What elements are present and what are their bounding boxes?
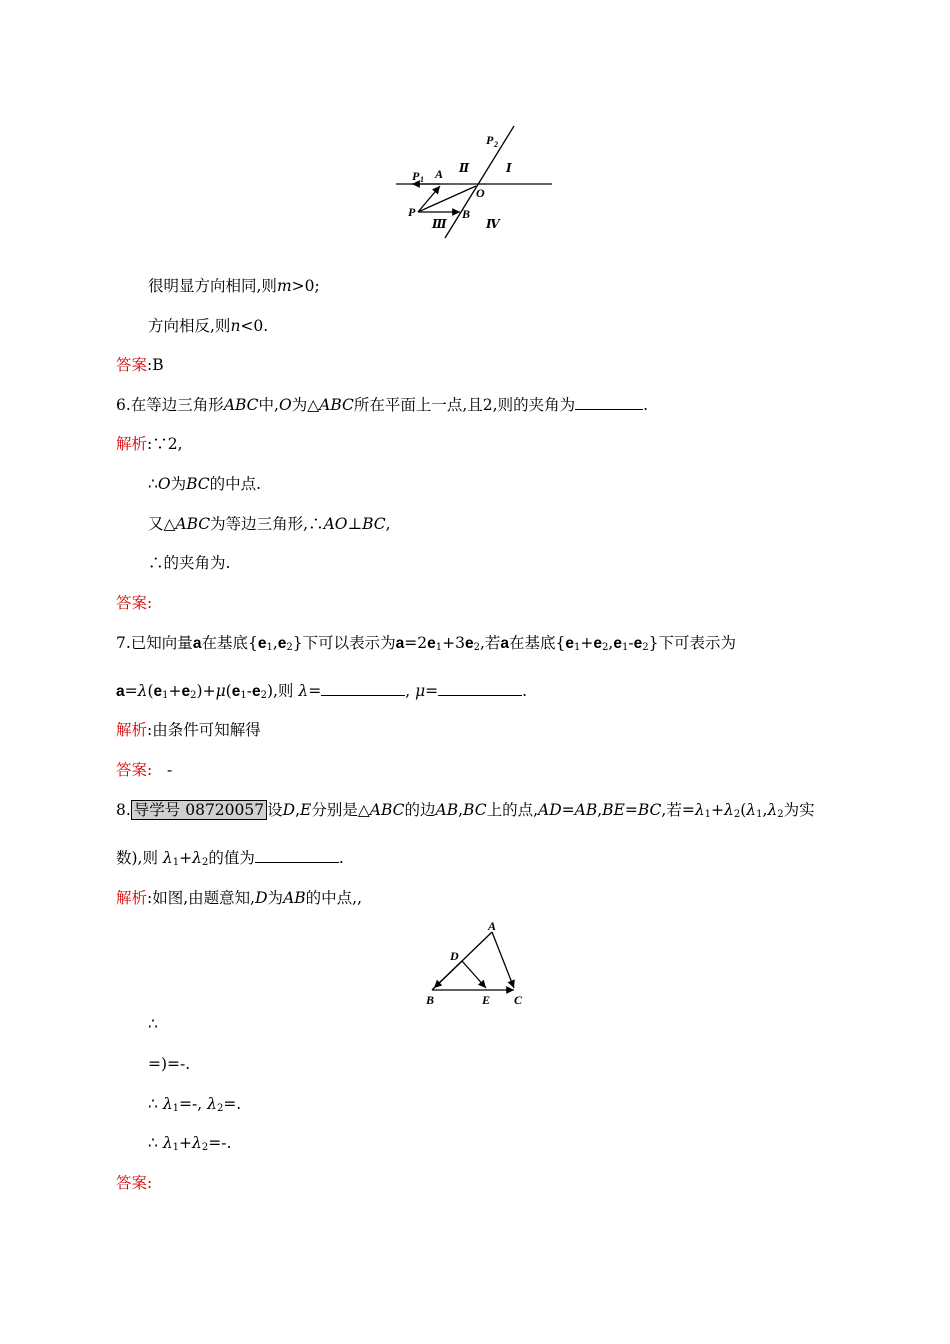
q5-text2: 方向相反,则 (148, 317, 231, 335)
label-a: A (435, 167, 444, 181)
var: BC (362, 515, 386, 533)
sub: 1 (172, 1142, 180, 1153)
var: λ (137, 682, 148, 700)
answer-label: 答案 (116, 1174, 148, 1192)
text: 为 (267, 889, 284, 907)
var: BC (463, 801, 487, 819)
text: ,若 (479, 634, 501, 652)
sub: 2 (473, 642, 480, 653)
text: ∴的夹角为. (148, 554, 231, 572)
analysis-label: 解析 (116, 435, 148, 453)
question-number: 8. (116, 801, 131, 819)
vector-pa (418, 186, 440, 212)
text: 又△ (148, 515, 176, 533)
text: + (711, 801, 725, 819)
text: . (643, 396, 649, 414)
text: }下可表示为 (648, 634, 736, 652)
var: ABC (223, 396, 259, 414)
label-roman1: Ⅰ (506, 161, 512, 175)
text: = (308, 682, 322, 700)
sub: 1 (240, 690, 247, 701)
sub: 2 (733, 809, 741, 820)
text: =. (223, 1095, 242, 1113)
vec: a (116, 683, 125, 700)
q8-analysis (116, 888, 362, 908)
vec: e (181, 683, 191, 700)
question-number: 7. (116, 634, 131, 652)
colon: : (147, 1174, 153, 1192)
answer-label: 答案 (116, 761, 148, 779)
vector-ac (492, 932, 514, 988)
q5-text: 很明显方向相同,则 (148, 277, 277, 295)
label-roman4: Ⅳ (486, 217, 500, 231)
text: 的中点,, (305, 889, 363, 907)
text: - (246, 682, 252, 700)
answer-value: B (152, 356, 164, 374)
slanted-axis (445, 126, 514, 238)
text: 分别是△ (311, 801, 370, 819)
analysis-label: 解析 (116, 889, 148, 907)
var: D (282, 801, 296, 819)
q8-question-line1 (116, 800, 815, 825)
q8-step2 (148, 1054, 190, 1074)
q8-answer (116, 1173, 152, 1193)
vec: e (565, 635, 575, 652)
label-b: B (426, 993, 435, 1007)
var: AB (435, 801, 459, 819)
q8-step1 (148, 1014, 158, 1034)
text: )+ (196, 682, 216, 700)
q7-analysis (116, 720, 261, 740)
sub: 1 (162, 690, 169, 701)
text: 为等边三角形,∴ (210, 515, 324, 533)
var: ABC (175, 515, 211, 533)
text: 如图,由题意知, (152, 889, 256, 907)
perp-symbol: ⊥ (347, 515, 363, 533)
var: AO (323, 515, 348, 533)
text: ∴ (148, 1095, 158, 1113)
mu-blank[interactable] (438, 681, 522, 696)
var: BC (186, 475, 210, 493)
var: μ (415, 682, 426, 700)
text: + (179, 1134, 193, 1152)
q7-question-line1 (116, 633, 736, 658)
sub: 2 (602, 642, 609, 653)
label-o: O (476, 186, 485, 200)
q6-answer (116, 593, 152, 613)
label-roman3: Ⅲ (432, 217, 447, 231)
vec: e (464, 635, 474, 652)
text: ,若= (661, 801, 695, 819)
q5-var-m: m (276, 277, 292, 295)
text: 在基底{ (509, 634, 566, 652)
text: 为实 (783, 801, 815, 819)
text: 的中点. (209, 475, 262, 493)
text: =)=-. (148, 1055, 191, 1073)
colon: : (147, 435, 153, 453)
var: λ (694, 801, 705, 819)
analysis-text: 由条件可知解得 (152, 721, 261, 739)
label-p: P (408, 205, 416, 219)
text: , (272, 634, 278, 652)
q8-question-line2 (116, 848, 344, 873)
var: λ (192, 849, 202, 867)
text: . (338, 849, 344, 867)
var: O (278, 396, 292, 414)
text: 的边 (404, 801, 436, 819)
var: E (300, 801, 312, 819)
q6-step3 (148, 514, 391, 534)
q8-step3 (148, 1094, 241, 1119)
sub: 1 (704, 809, 712, 820)
var: λ (192, 1134, 202, 1152)
text: 在基底{ (201, 634, 258, 652)
text: , (385, 515, 391, 533)
sub: 2 (642, 642, 649, 653)
text: ( (740, 801, 747, 819)
q6-step2 (148, 474, 261, 494)
sub: 1 (172, 857, 180, 868)
text: =2 (404, 634, 428, 652)
var: ABC (369, 801, 405, 819)
vec: e (613, 635, 622, 652)
text: ∴ (148, 1015, 158, 1033)
label-p2: P (486, 133, 494, 147)
vec: a (395, 635, 405, 652)
sub: 2 (201, 857, 209, 868)
answer-label: 答案 (116, 356, 148, 374)
var: AB (283, 889, 306, 907)
var: λ (207, 1095, 217, 1113)
q5-text-end: >0; (291, 277, 320, 295)
text: = (124, 682, 138, 700)
colon: : (147, 761, 153, 779)
text: 为 (170, 475, 187, 493)
answer-label: 答案 (116, 594, 148, 612)
text: =-. (208, 1134, 232, 1152)
text: +3 (442, 634, 465, 652)
text: 的值为 (208, 849, 255, 867)
sub: 1 (266, 642, 273, 653)
var: λ (746, 801, 757, 819)
q5-text2-end: <0. (240, 317, 269, 335)
vec: e (277, 635, 287, 652)
text: =-, (179, 1095, 203, 1113)
figure-triangle-diagram-2 (418, 918, 530, 1010)
var: BE=BC (602, 801, 662, 819)
text: , (295, 801, 301, 819)
var: λ (724, 801, 734, 819)
text: ∴ (148, 1134, 158, 1152)
q6-step4 (148, 553, 230, 573)
colon: : (147, 356, 153, 374)
text: . (522, 682, 528, 700)
vec: e (427, 635, 436, 652)
sub: 2 (260, 690, 267, 701)
answer-value: - (167, 761, 173, 779)
var: μ (215, 682, 226, 700)
q5-var-n: n (230, 317, 241, 335)
colon: : (147, 889, 153, 907)
text: ∴ (148, 475, 158, 493)
label-c: C (514, 993, 523, 1007)
q8-step4 (148, 1133, 231, 1158)
text: , (405, 682, 411, 700)
text: 所在平面上一点,且2,则的夹角为 (353, 396, 576, 414)
vec: e (593, 635, 603, 652)
text: + (168, 682, 182, 700)
q7-question-line2 (116, 681, 527, 706)
sub: 1 (435, 642, 443, 653)
text: 设 (267, 801, 283, 819)
vec: a (500, 635, 510, 652)
sub: 2 (216, 1103, 224, 1114)
text: 中, (258, 396, 279, 414)
label-p2-sub: 2 (494, 140, 498, 149)
var: λ (298, 682, 309, 700)
answer-blank[interactable] (255, 848, 339, 863)
q5-line2 (148, 316, 268, 336)
label-b: B (462, 207, 471, 221)
colon: : (147, 594, 153, 612)
text: , (458, 801, 464, 819)
label-roman2: Ⅱ (459, 161, 470, 175)
q7-answer (116, 760, 172, 780)
text: 数),则 (116, 849, 158, 867)
text: , (608, 634, 614, 652)
var: λ (162, 1095, 173, 1113)
vec: e (251, 683, 261, 700)
vec: e (153, 683, 163, 700)
text: ( (225, 682, 232, 700)
sub: 1 (756, 809, 763, 820)
text: = (425, 682, 439, 700)
label-e: E (482, 993, 491, 1007)
vec: a (192, 635, 202, 652)
text: 上的点, (486, 801, 539, 819)
q5-answer (116, 355, 164, 375)
vector-de (462, 961, 486, 988)
text: , (762, 801, 768, 819)
text: + (179, 849, 193, 867)
q5-line1 (148, 276, 320, 296)
text: 已知向量 (130, 634, 193, 652)
vec: e (231, 683, 241, 700)
var: D (255, 889, 268, 907)
text: 在等边三角形 (130, 396, 224, 414)
label-p1-sub: 1 (420, 175, 424, 184)
sub: 1 (574, 642, 581, 653)
text: }下可以表示为 (292, 634, 396, 652)
vector-db (434, 961, 462, 988)
q6-question (116, 395, 648, 415)
q6-analysis (116, 434, 183, 454)
text: 为△ (291, 396, 320, 414)
reference-number-box: 导学号 08720057 (131, 800, 267, 820)
sub: 2 (190, 690, 197, 701)
sub: 2 (201, 1142, 209, 1153)
vec: e (257, 635, 267, 652)
var: ABC (319, 396, 354, 414)
sub: 2 (286, 642, 293, 653)
answer-blank[interactable] (575, 395, 643, 410)
text: - (628, 634, 634, 652)
lambda-blank[interactable] (321, 681, 405, 696)
var: λ (162, 1134, 173, 1152)
figure-vector-diagram-1 (390, 120, 560, 240)
sub: 1 (172, 1103, 180, 1114)
analysis-text: ∵2, (152, 435, 183, 453)
colon: : (147, 721, 153, 739)
sub: 1 (621, 642, 629, 653)
var: λ (767, 801, 778, 819)
var: AD=AB (538, 801, 598, 819)
text: , (597, 801, 603, 819)
var: λ (162, 849, 173, 867)
label-d: D (450, 949, 459, 963)
sub: 2 (777, 809, 784, 820)
text: + (580, 634, 594, 652)
text: ),则 (266, 682, 294, 700)
question-number: 6. (116, 396, 131, 414)
analysis-label: 解析 (116, 721, 148, 739)
label-p1: P (412, 169, 420, 183)
text: ( (147, 682, 154, 700)
label-a: A (488, 919, 497, 933)
var: O (157, 475, 171, 493)
vec: e (633, 635, 643, 652)
